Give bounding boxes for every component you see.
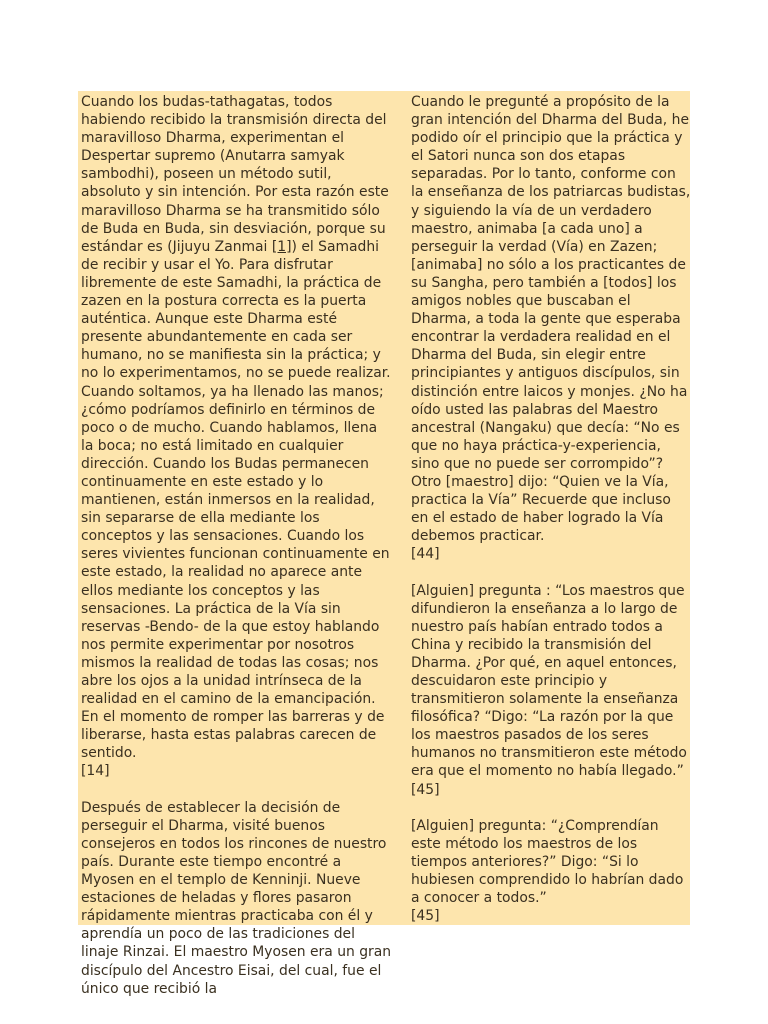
paragraph-text: Cuando los budas-tathagatas, todos habiendo recibido la transmisión directa del maravilloso Dharma, experimentan el Despertar supremo (Anutarra samyak sambodhi), poseen un método sutil, absoluto y sin intención. Por esta razón este maravilloso Dharma se ha transmitido sólo de Buda en Buda, sin desviación, porque su estándar es (Jijuyu Zanmai <box>81 94 389 255</box>
paragraph-samadhi <box>81 93 393 781</box>
reference-marker: [44] <box>411 546 440 563</box>
right-column <box>411 93 691 925</box>
paragraph-question-method <box>411 817 691 926</box>
reference-marker: [14] <box>81 763 110 780</box>
paragraph-question-masters <box>411 582 691 799</box>
paragraph-text: ) el Samadhi de recibir y usar el Yo. Para disfrutar libremente de este Samadhi, la práctica de zazen en la postura correcta es la puerta auténtica. Aunque este Dharma esté presente abundantemente en cada ser humano, no se manifiesta sin la práctica; y no lo experimentamos, no se puede realizar. Cuando soltamos, ya ha llenado las manos; ¿cómo podríamos definirlo en términos de poco o de mucho. Cuando hablamos, llena la boca; no está limitado en cualquier dirección. Cuando los Budas permanecen continuamente en este estado y lo mantienen, están inmersos en la realidad, sin separarse de ella mediante los conceptos y las sensaciones. Cuando los seres vivientes funcionan continuamente en este estado, la realidad no aparece ante ellos mediante los conceptos y las sensaciones. La práctica de la Vía sin reservas -Bendo- de la que estoy hablando nos permite experimentar por nosotros mismos la realidad de todas las cosas; nos abre los ojos a la unidad intrínseca de la realidad en el camino de la emancipación. En el momento de romper las barreras y de liberarse, hasta estas palabras carecen de sentido. <box>81 238 391 762</box>
paragraph-dharma-intention <box>411 93 691 563</box>
paragraph-myosen: Después de establecer la decisión de perseguir el Dharma, visité buenos consejeros en todos los rincones de nuestro país. Durante este tiempo encontré a Myosen en el templo de Kenninji. Nueve estaciones de heladas y flores pasaron rápidamente mientras practicaba con él y aprendía un poco de las tradiciones del linaje Rinzai. El maestro Myosen era un gran discípulo del Ancestro Eisai, del cual, fue el único que recibió la <box>81 799 392 997</box>
reference-marker: [45] <box>411 781 440 798</box>
left-column <box>81 93 393 998</box>
footnote-link[interactable]: [1] <box>271 238 292 255</box>
reference-marker: [45] <box>411 908 440 925</box>
document-page <box>78 91 691 997</box>
paragraph-text: [Alguien] pregunta : “Los maestros que difundieron la enseñanza a lo largo de nuestro país habían entrado todos a China y recibido la transmisión del Dharma. ¿Por qué, en aquel entonces, descuidaron este principio y transmitieron solamente la enseñanza filosófica? “Digo: “La razón por la que los maestros pasados de los seres humanos no transmitieron este método era que el momento no había llegado.” <box>411 582 687 780</box>
paragraph-text: [Alguien] pregunta: “¿Comprendían este método los maestros de los tiempos anteriores?” Digo: “Si lo hubiesen comprendido lo habrían dado a conocer a todos.” <box>411 817 684 907</box>
paragraph-text: Cuando le pregunté a propósito de la gran intención del Dharma del Buda, he podido oír el principio que la práctica y el Satori nunca son dos etapas separadas. Por lo tanto, conforme con la enseñanza de los patriarcas budistas, y siguiendo la vía de un verdadero maestro, animaba [a cada uno] a perseguir la verdad (Vía) en Zazen; [animaba] no sólo a los practicantes de su Sangha, pero también a [todos] los amigos nobles que buscaban el Dharma, a toda la gente que esperaba encontrar la verdadera realidad en el Dharma del Buda, sin elegir entre principiantes y antiguos discípulos, sin distinción entre laicos y monjes. ¿No ha oído usted las palabras del Maestro ancestral (Nangaku) que decía: “No es que no haya práctica-y-experiencia, sino que no puede ser corrompido”? Otro [maestro] dijo: “Quien ve la Vía, practica la Vía” Recuerde que incluso en el estado de haber logrado la Vía debemos practicar. <box>411 94 691 545</box>
